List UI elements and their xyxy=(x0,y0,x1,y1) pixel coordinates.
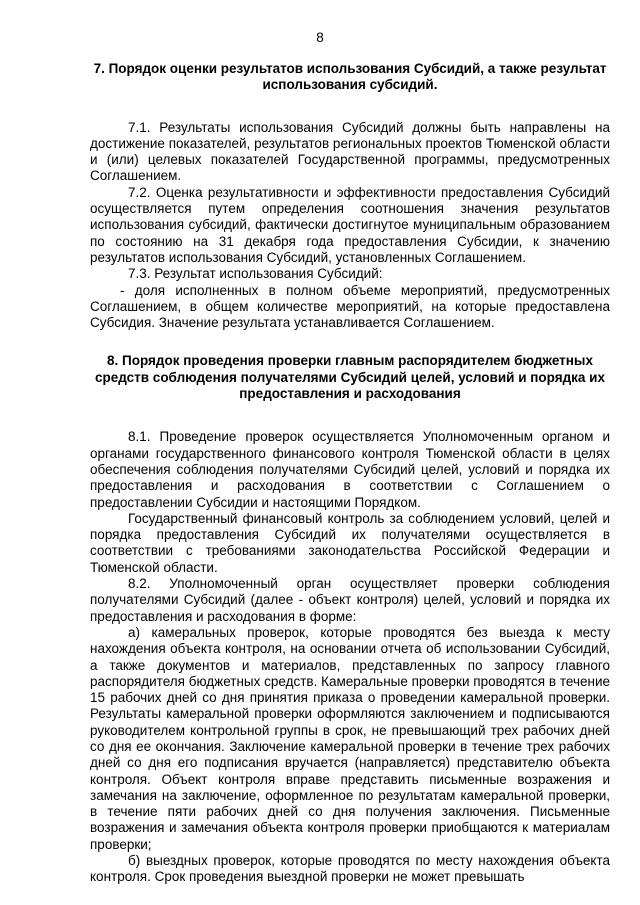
paragraph-8-2: 8.2. Уполномоченный орган осуществляет проверки соблюдения получателями Субсидий (далее - объект контроля) целей, условий и порядка их предоставления и расходования в форме: xyxy=(90,576,610,624)
paragraph-7-2: 7.2. Оценка результативности и эффективности предоставления Субсидий осуществляется путем определения соотношения значения результатов использования субсидий, фактически достигнутое муниципальным образованием по состоянию на 31 декабря года предоставления Субсидии, к значению результатов использования Субсидий, установленных Соглашением. xyxy=(90,184,610,265)
section-7-heading: 7. Порядок оценки результатов использования Субсидий, а также результат использования субсидий. xyxy=(93,61,607,93)
paragraph-7-1: 7.1. Результаты использования Субсидий должны быть направлены на достижение показателей, результатов региональных проектов Тюменской области и (или) целевых показателей Государственной программы, предусмотренных Соглашением. xyxy=(90,119,610,184)
section-8-heading: 8. Порядок проведения проверки главным распорядителем бюджетных средств соблюдения получателями Субсидий целей, условий и порядка их предоставления и расходования xyxy=(94,353,605,402)
paragraph-7-3: 7.3. Результат использования Субсидий: xyxy=(128,266,383,282)
paragraph-8-1-control: Государственный финансовый контроль за соблюдением условий, целей и порядка предоставления Субсидий их получателями осуществляется в соответствии с требованиями законодательства Российской Федерации и Тюменской области. xyxy=(90,510,610,575)
paragraph-8-2-a: а) камеральных проверок, которые проводятся без выезда к месту нахождения объекта контроля, на основании отчета об использовании Субсидий, а также документов и материалов, представленных по запросу главного распорядителя бюджетных средств. Камеральные проверки проводятся в течение 15 рабочих дней со дня принятия приказа о проведении камеральной проверки. Результаты камеральной проверки оформляются заключением и подписываются руководителем контрольной группы в срок, не превышающий трех рабочих дней со дня ее окончания. Заключение камеральной проверки в течение трех рабочих дней со дня его подписания вручается (направляется) представителю объекта контроля. Объект контроля вправе представить письменные возражения и замечания на заключение, оформленное по результатам камеральной проверки, в течение пяти рабочих дней со дня получения заключения. Письменные возражения и замечания объекта контроля проверки приобщаются к материалам проверки; xyxy=(90,624,610,852)
document-body xyxy=(90,61,610,886)
paragraph-8-1: 8.1. Проведение проверок осуществляется Уполномоченным органом и органами государственного финансового контроля Тюменской области в целях обеспечения соблюдения получателями Субсидий целей, условий и порядка их предоставления и расходования в соответствии с Соглашением о предоставлении Субсидии и настоящими Порядком. xyxy=(90,429,610,510)
paragraph-8-2-b: б) выездных проверок, которые проводятся по месту нахождения объекта контроля. Срок проведения выездной проверки не может превышать xyxy=(90,853,610,885)
page-number: 8 xyxy=(316,30,324,45)
paragraph-7-3-item: - доля исполненных в полном объеме мероприятий, предусмотренных Соглашением, в общем количестве мероприятий, на которые предоставлена Субсидия. Значение результата устанавливается Соглашением. xyxy=(90,282,610,331)
